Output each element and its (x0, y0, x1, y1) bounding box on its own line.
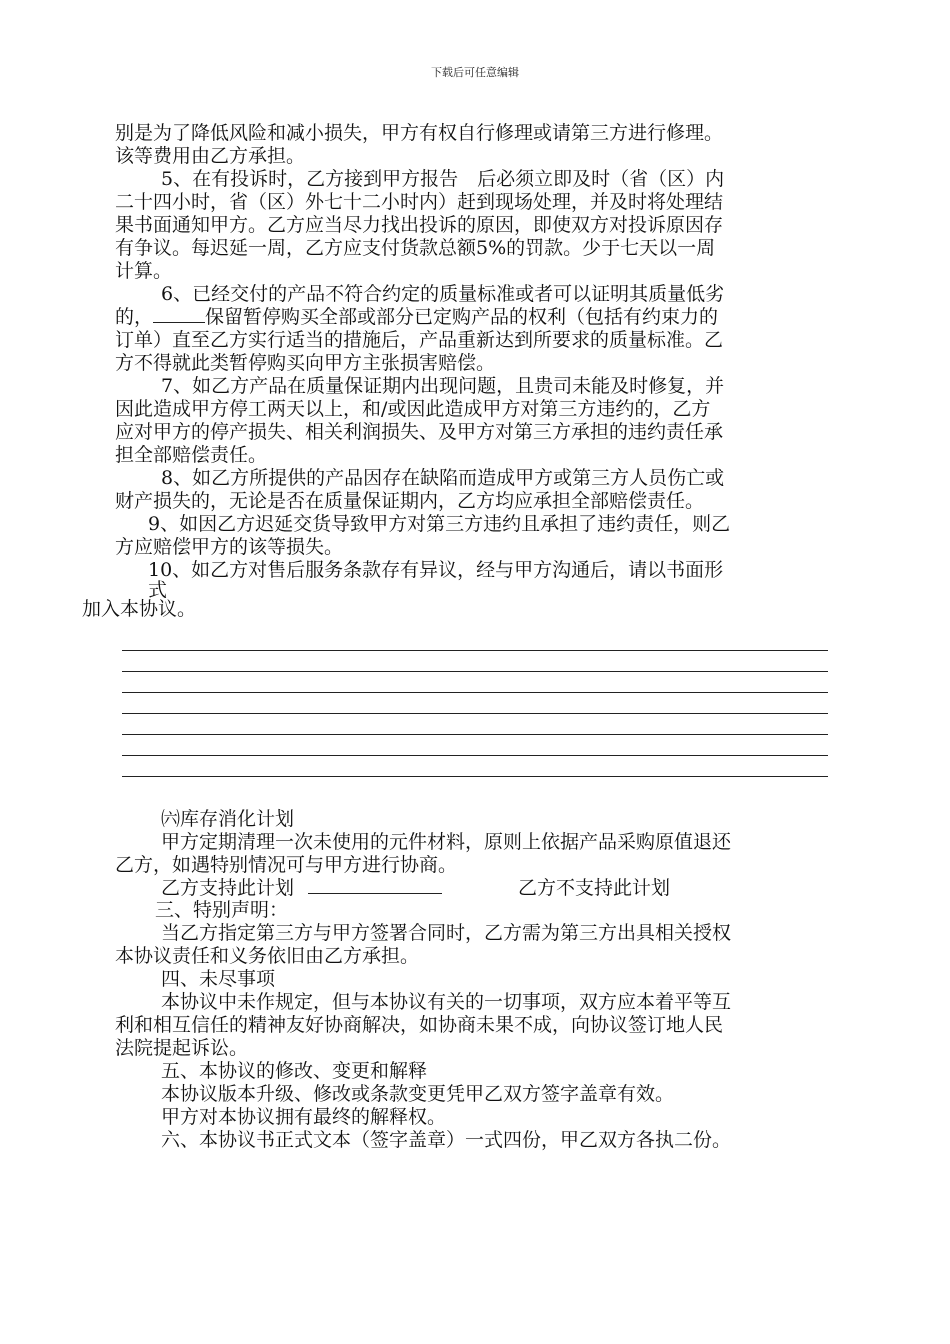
clause-6-line: 订单）直至乙方实行适当的措施后，产品重新达到所要求的质量标准。乙 (115, 329, 724, 351)
clause-6-text: 保留暂停购买全部或部分已定购产品的权利（包括有约束力的 (205, 306, 719, 328)
clause-5-line: 计算。 (115, 260, 173, 282)
clause-10-line: 加入本协议。 (82, 598, 197, 620)
support-blank (308, 893, 442, 894)
pending-paragraph: 法院提起诉讼。 (115, 1037, 249, 1059)
writing-line (122, 671, 828, 672)
inventory-paragraph: 乙方，如遇特别情况可与甲方进行协商。 (115, 854, 458, 876)
inventory-paragraph: 甲方定期清理一次未使用的元件材料，原则上依据产品采购原值退还 (161, 831, 732, 853)
pending-title: 四、未尽事项 (161, 968, 276, 990)
blank-writing-lines (122, 650, 828, 797)
clause-7-line: 应对甲方的停产损失、相关利润损失、及甲方对第三方承担的违约责任承 (115, 421, 724, 443)
pending-paragraph: 利和相互信任的精神友好协商解决，如协商未果不成，向协议签订地人民 (115, 1014, 724, 1036)
copies-clause: 六、本协议书正式文本（签字盖章）一式四份，甲乙双方各执二份。 (161, 1129, 732, 1151)
writing-line (122, 734, 828, 735)
clause-5-line: 二十四小时，省（区）外七十二小时内）赶到现场处理，并及时将处理结 (115, 191, 724, 213)
inventory-title: ㈥库存消化计划 (161, 808, 295, 830)
clause-6-line: 6、已经交付的产品不符合约定的质量标准或者可以证明其质量低劣 (161, 283, 725, 305)
clause-line: 别是为了降低风险和减小损失，甲方有权自行修理或请第三方进行修理。 (115, 122, 724, 144)
special-paragraph: 当乙方指定第三方与甲方签署合同时，乙方需为第三方出具相关授权 (161, 922, 732, 944)
clause-7-line: 因此造成甲方停工两天以上，和/或因此造成甲方对第三方违约的，乙方 (115, 398, 711, 420)
clause-7-line: 7、如乙方产品在质量保证期内出现问题，且贵司未能及时修复，并 (161, 375, 725, 397)
support-label: 乙方支持此计划 (161, 877, 295, 899)
modify-paragraph: 本协议版本升级、修改或条款变更凭甲乙双方签字盖章有效。 (161, 1083, 675, 1105)
support-line (161, 877, 442, 900)
clause-9-line: 方应赔偿甲方的该等损失。 (115, 536, 344, 558)
pending-paragraph: 本协议中未作规定，但与本协议有关的一切事项，双方应本着平等互 (161, 991, 732, 1013)
clause-10-line: 10、如乙方对售后服务条款存有异议，经与甲方沟通后，请以书面形 (148, 559, 724, 581)
clause-6-prefix: 的， (115, 306, 154, 328)
clause-5-line: 果书面通知甲方。乙方应当尽力找出投诉的原因，即使双方对投诉原因存 (115, 214, 724, 236)
writing-line (122, 755, 828, 756)
writing-line (122, 713, 828, 714)
special-title: 三、特别声明： (155, 899, 289, 921)
clause-9-line: 9、如因乙方迟延交货导致甲方对第三方违约且承担了违约责任，则乙 (148, 513, 731, 535)
clause-6-line-with-blank (115, 306, 718, 329)
modify-paragraph: 甲方对本协议拥有最终的解释权。 (161, 1106, 447, 1128)
clause-7-line: 担全部赔偿责任。 (115, 444, 268, 466)
page-header: 下载后可任意编辑 (431, 66, 519, 79)
clause-8-line: 财产损失的，无论是否在质量保证期内，乙方均应承担全部赔偿责任。 (115, 490, 705, 512)
special-paragraph: 本协议责任和义务依旧由乙方承担。 (115, 945, 420, 967)
clause-10-line: 式 (148, 579, 168, 601)
writing-line (122, 692, 828, 693)
writing-line (122, 776, 828, 777)
writing-line (122, 650, 828, 651)
clause-6-line: 方不得就此类暂停购买向甲方主张损害赔偿。 (115, 352, 496, 374)
clause-5-line: 有争议。每迟延一周，乙方应支付货款总额5%的罚款。少于七天以一周 (115, 237, 716, 259)
nonsupport-label: 乙方不支持此计划 (518, 877, 671, 899)
blank-underline (153, 322, 205, 323)
clause-line: 该等费用由乙方承担。 (115, 145, 306, 167)
clause-8-line: 8、如乙方所提供的产品因存在缺陷而造成甲方或第三方人员伤亡或 (161, 467, 725, 489)
modify-title: 五、本协议的修改、变更和解释 (161, 1060, 428, 1082)
clause-5-line: 5、在有投诉时，乙方接到甲方报告 后必须立即及时（省（区）内 (161, 168, 725, 190)
